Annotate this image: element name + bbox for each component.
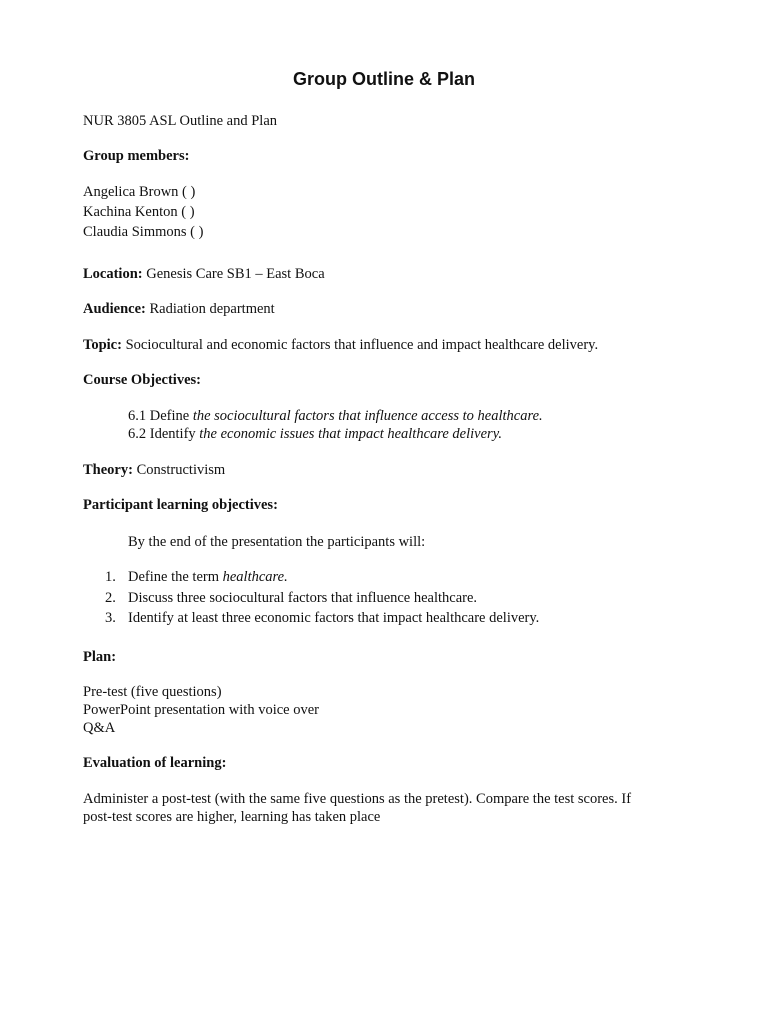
list-text-plain: Define the term xyxy=(128,569,223,585)
member-item: Angelica Brown ( ) xyxy=(83,184,196,200)
location-value: Genesis Care SB1 – East Boca xyxy=(146,266,325,282)
list-number: 2. xyxy=(105,590,116,606)
document-title: Group Outline & Plan xyxy=(292,69,475,89)
group-members-label: Group members: xyxy=(83,148,190,164)
course-objective-prefix: 6.2 Identify xyxy=(128,426,200,442)
list-text-italic: healthcare. xyxy=(222,569,288,585)
topic-value: Sociocultural and economic factors that influence and impact healthcare delivery. xyxy=(125,337,599,353)
member-item: Claudia Simmons ( ) xyxy=(83,224,204,240)
member-item: Kachina Kenton ( ) xyxy=(83,204,195,220)
list-text: Identify at least three economic factors that impact healthcare delivery. xyxy=(128,610,540,626)
theory-row xyxy=(83,462,225,479)
plan-item: Pre-test (five questions) xyxy=(83,684,222,700)
list-text: Discuss three sociocultural factors that influence healthcare. xyxy=(128,590,478,606)
plan-item: PowerPoint presentation with voice over xyxy=(83,702,319,718)
plan-item: Q&A xyxy=(83,720,116,736)
audience-value: Radiation department xyxy=(149,301,275,317)
evaluation-text-line: post-test scores are higher, learning has taken place xyxy=(83,809,381,825)
evaluation-label: Evaluation of learning: xyxy=(83,755,227,771)
course-objective-text: the sociocultural factors that influence access to healthcare. xyxy=(192,408,543,424)
audience-row xyxy=(83,301,275,318)
course-objective-item xyxy=(128,426,502,443)
topic-label: Topic: xyxy=(83,337,122,353)
topic-row xyxy=(83,337,598,354)
theory-label: Theory: xyxy=(83,462,133,478)
audience-label: Audience: xyxy=(83,301,146,317)
course-objective-prefix: 6.1 Define xyxy=(128,408,193,424)
list-number: 1. xyxy=(105,569,116,585)
course-objective-item xyxy=(128,408,543,425)
plan-label: Plan: xyxy=(83,649,117,665)
course-objectives-label: Course Objectives: xyxy=(83,372,201,388)
theory-value: Constructivism xyxy=(136,462,226,478)
evaluation-text-line: Administer a post-test (with the same five questions as the pretest). Compare the test scores. If xyxy=(83,791,632,807)
participant-objectives-label: Participant learning objectives: xyxy=(83,497,278,513)
location-row xyxy=(83,266,325,283)
list-text xyxy=(128,569,288,586)
location-label: Location: xyxy=(83,266,143,282)
course-line: NUR 3805 ASL Outline and Plan xyxy=(83,113,278,129)
list-number: 3. xyxy=(105,610,116,626)
course-objective-text: the economic issues that impact healthcare delivery. xyxy=(199,426,502,442)
participant-intro: By the end of the presentation the participants will: xyxy=(128,534,426,550)
